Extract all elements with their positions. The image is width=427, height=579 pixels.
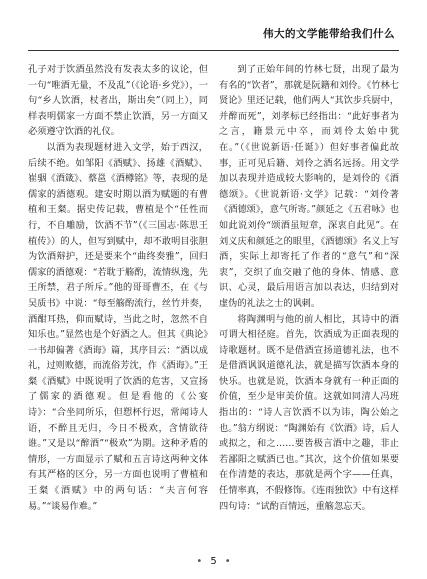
running-header bbox=[263, 26, 395, 41]
left-column bbox=[28, 62, 208, 542]
footer-dot-right: • bbox=[224, 556, 231, 567]
page-number: 5 bbox=[210, 556, 217, 567]
body-columns bbox=[28, 62, 399, 542]
footer-dot-left: • bbox=[196, 556, 203, 567]
paragraph: 孔子对于饮酒虽然没有发表太多的议论，但一句“唯酒无量，不及乱”（《论语·乡党》），一句“乡人饮酒，杖者出，斯出矣”（同上），同样表明儒家一方面不禁止饮酒，另一方面又必须遵守饮酒的礼仪。 bbox=[28, 64, 208, 138]
paragraph: 到了正始年间的竹林七贤，出现了最为有名的“饮者”，那就是阮籍和刘伶。《竹林七贤论》里还记载，他们两人“其饮步兵厨中，并醉而死”，刘孝标已经指出：“此好事者为之言，籍景元中卒，而刘伶太始中犹在。”（《世说新语·任诞》）但好事者偏此故事，正可见后籍、刘伶之酒名远扬。用文学加以表现并造成较大影响的，是刘伶的《酒德颂》。《世说新语·文学》记载：“刘伶著《酒德颂》，意气所寄。”颜延之《五君咏》也如此说刘伶“颂酒虽短章，深衷自此见”。在刘义庆和颜延之的眼里，《酒德颂》名义上写酒，实际上却寄托了作者的“意气”和“深衷”，交织了血交融了他的身体、情感、意识、心灵，最后用语言加以表达，归结到对虚伪的礼法之士的讽刺。 bbox=[219, 64, 399, 309]
paragraph: 以酒为表现题材进入文学，始于西汉，后续不绝。如邹阳《酒赋》、扬雄《酒赋》、崔骃《酒箴》、蔡邕《酒樽铭》等，表现的是儒家的酒德观。建安时期以酒为赋题的有曹植和王粲。据史传记载，曹植是个“任性而行，不自雕励，饮酒不节”（《三国志·陈思王植传》）的人，但写到赋中，却不敢明目张胆为饮酒辩护，还是要来个“曲终奏雅”，回归儒家的酒德观：“若耽于觞酌，流情纵逸，先王所禁，君子所斥。”他的哥哥曹丕，在《与吴质书》中说：“每至觞酌流行，丝竹并奏，酒酣耳热，仰而赋诗，当此之时，忽然不自知乐也。”显然也是个好酒之人。但其《典论》一书却偏著《酒诲》篇，其序目云：“酒以成礼，过则败德，而流俗芳沈，作《酒诲》。”王粲《酒赋》中既说明了饮酒的危害，又宣扬了儒家的酒德观。但是看他的《公宴诗》：“合坐同所乐，但愬杯行迟，常闻诗人语，不醉且无归，今日不极欢，含情欲待谁。”又是以“醉酒”“极欢”为期。这种矛盾的情形，一方面显示了赋和五言诗这两种文体有其严格的区分，另一方面也说明了曹植和王粲《酒赋》中的两句话：“夫言何容易。”“谈易作难。” bbox=[28, 141, 208, 512]
paragraph: 将陶渊明与他的前人相比，其诗中的酒可谓大相径庭。首先，饮酒成为正面表现的诗歌题材。既不是借酒宣扬道德礼法，也不是借酒讽讽道德礼法，就是描写饮酒本身的快乐。也就是说，饮酒本身就有一种正面的价值，至少是审美价值。这就如同清人冯班指出的：“诗人言饮酒不以为讳，陶公始之也。”翁方纲说：“陶渊始有《饮酒》诗，后人或拟之，和之……要皆极言酒中之趣，非止若鄙阳之赋酒已也。”其次，这个价值如果要在作清楚的表达，那就是两个字——任真，任情率真，不假修饰。《连雨独饮》中有这样四句诗：“试酌百情远，重觞忽忘天。 bbox=[219, 313, 399, 512]
header-rule bbox=[28, 50, 399, 51]
running-header-title: 伟大的文学能带给我们什么 bbox=[263, 28, 395, 40]
page-footer bbox=[0, 556, 427, 567]
right-column bbox=[219, 62, 399, 542]
